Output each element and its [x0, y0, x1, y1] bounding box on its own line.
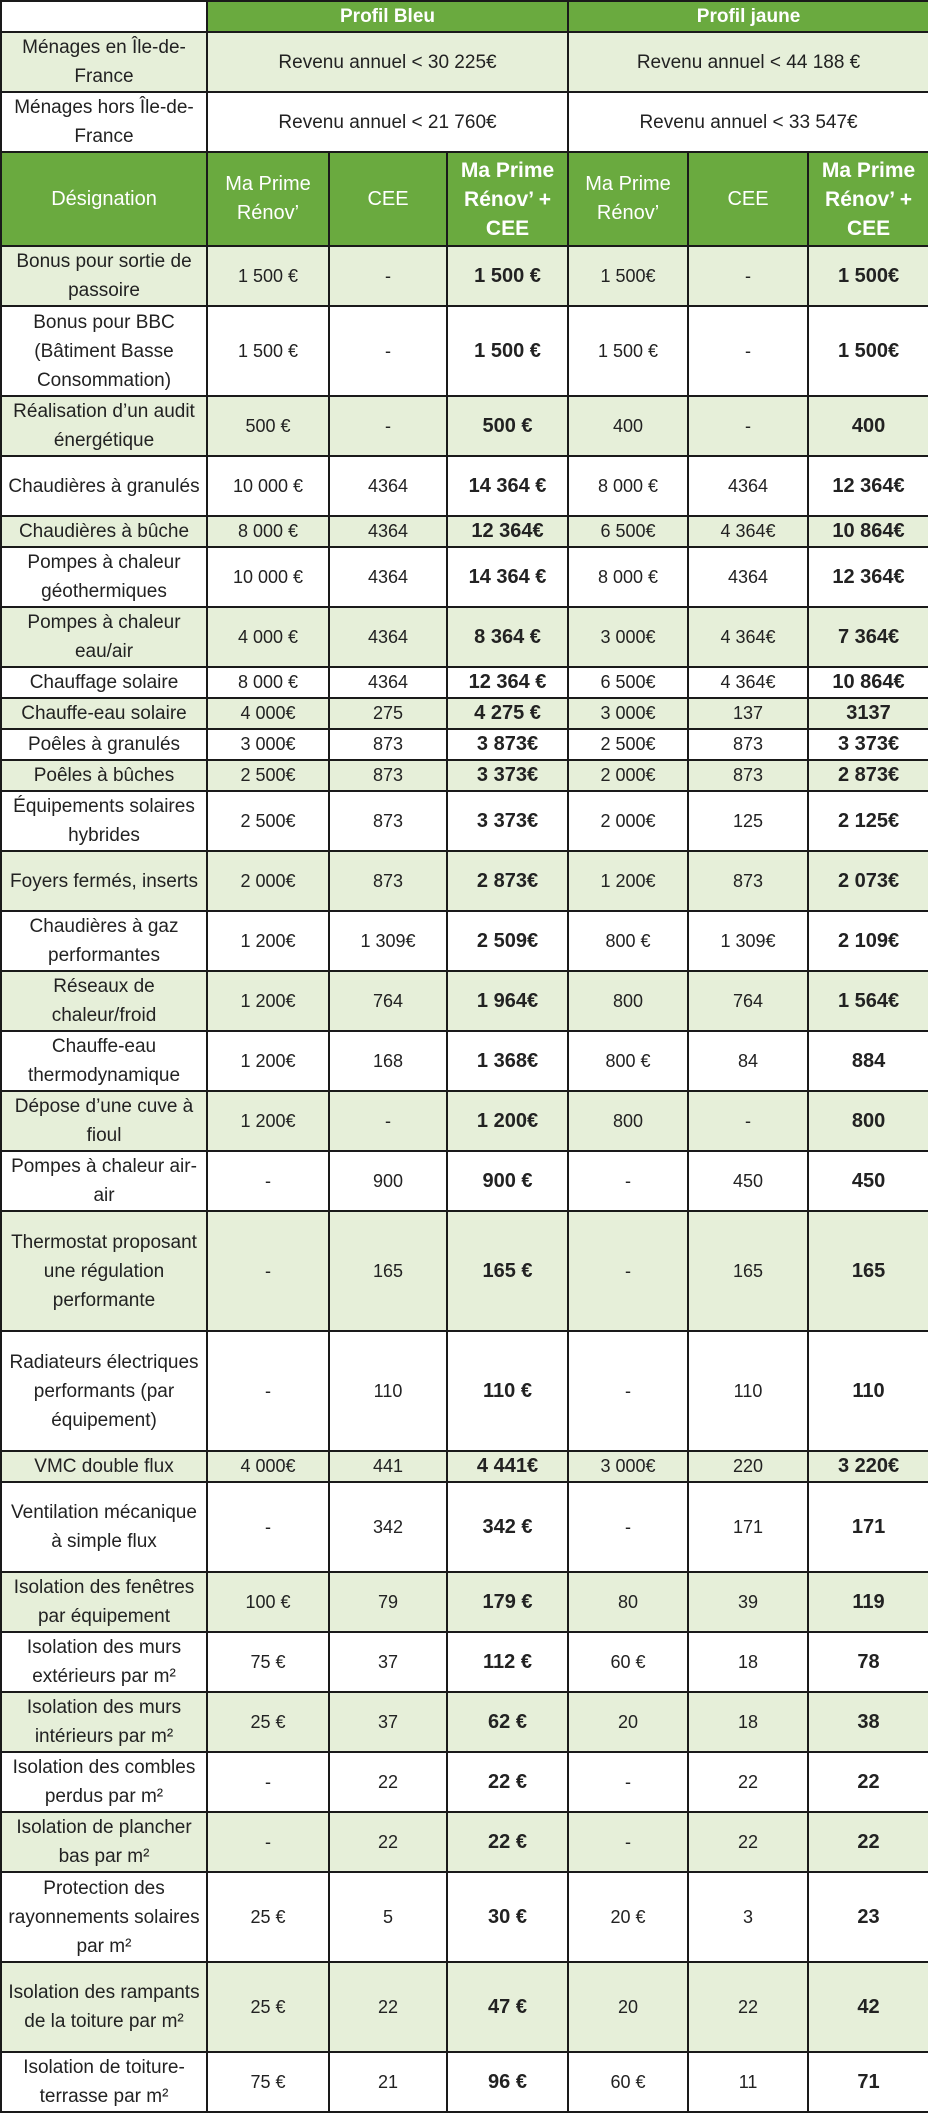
jaune-total-value: 42 [808, 1962, 928, 2052]
table-row [1, 1692, 928, 1752]
table-row [1, 1031, 928, 1091]
column-header-row [1, 152, 928, 246]
bleu-ma-prime-value: - [207, 1151, 329, 1211]
jaune-ma-prime-value: - [568, 1812, 688, 1872]
bleu-cee-value: - [329, 1091, 447, 1151]
corner-cell [1, 1, 207, 32]
row-designation: Foyers fermés, inserts [1, 851, 207, 911]
bleu-ma-prime-value: 2 500€ [207, 791, 329, 851]
jaune-cee-value: 11 [688, 2052, 808, 2112]
row-designation: Chaudières à granulés [1, 456, 207, 516]
bleu-ma-prime-value: 25 € [207, 1692, 329, 1752]
bleu-cee-value: 22 [329, 1962, 447, 2052]
jaune-ma-prime-value: 8 000 € [568, 456, 688, 516]
jaune-total-value: 800 [808, 1091, 928, 1151]
bleu-cee-value: 4364 [329, 607, 447, 667]
bleu-total-value: 3 373€ [447, 791, 568, 851]
jaune-total-value: 12 364€ [808, 456, 928, 516]
jaune-ma-prime-value: 20 [568, 1692, 688, 1752]
row-designation: Isolation des murs extérieurs par m² [1, 1632, 207, 1692]
jaune-cee-value: - [688, 246, 808, 306]
jaune-cee-value: 137 [688, 698, 808, 729]
row-designation: Radiateurs électriques performants (par équipement) [1, 1331, 207, 1451]
table-row [1, 1962, 928, 2052]
jaune-ma-prime-value: 800 [568, 971, 688, 1031]
profile-bleu-header: Profil Bleu [207, 1, 568, 32]
row-designation: Bonus pour sortie de passoire [1, 246, 207, 306]
bleu-cee-header: CEE [329, 152, 447, 246]
jaune-ma-prime-value: - [568, 1752, 688, 1812]
bleu-total-value: 1 368€ [447, 1031, 568, 1091]
bleu-cee-value: 165 [329, 1211, 447, 1331]
income-jaune: Revenu annuel < 44 188 € [568, 32, 928, 92]
bleu-cee-value: 5 [329, 1872, 447, 1962]
bleu-total-value: 900 € [447, 1151, 568, 1211]
table-row [1, 396, 928, 456]
row-designation: Isolation des murs intérieurs par m² [1, 1692, 207, 1752]
jaune-total-value: 10 864€ [808, 516, 928, 547]
row-designation: Chaudières à bûche [1, 516, 207, 547]
jaune-cee-value: 4 364€ [688, 667, 808, 698]
jaune-ma-prime-value: 6 500€ [568, 516, 688, 547]
bleu-cee-value: 275 [329, 698, 447, 729]
jaune-cee-value: 450 [688, 1151, 808, 1211]
jaune-ma-prime-value: 2 500€ [568, 729, 688, 760]
table-row [1, 2052, 928, 2112]
bleu-ma-prime-value: 2 500€ [207, 760, 329, 791]
income-label: Ménages hors Île-de-France [1, 92, 207, 152]
bleu-ma-prime-value: - [207, 1482, 329, 1572]
bleu-total-value: 179 € [447, 1572, 568, 1632]
bleu-cee-value: 873 [329, 851, 447, 911]
table-row [1, 1091, 928, 1151]
table-row [1, 1632, 928, 1692]
bleu-total-value: 112 € [447, 1632, 568, 1692]
bleu-ma-prime-value: 500 € [207, 396, 329, 456]
jaune-total-value: 71 [808, 2052, 928, 2112]
row-designation: Chauffage solaire [1, 667, 207, 698]
jaune-total-value: 12 364€ [808, 547, 928, 607]
table-row [1, 698, 928, 729]
table-row [1, 607, 928, 667]
bleu-total-value: 342 € [447, 1482, 568, 1572]
jaune-cee-value: 18 [688, 1692, 808, 1752]
jaune-ma-prime-value: 3 000€ [568, 607, 688, 667]
row-designation: Pompes à chaleur géothermiques [1, 547, 207, 607]
jaune-cee-value: 220 [688, 1451, 808, 1482]
jaune-cee-value: 84 [688, 1031, 808, 1091]
jaune-cee-value: 22 [688, 1812, 808, 1872]
jaune-total-value: 171 [808, 1482, 928, 1572]
jaune-cee-value: 4 364€ [688, 607, 808, 667]
bleu-total-value: 47 € [447, 1962, 568, 2052]
table-row [1, 306, 928, 396]
jaune-cee-value: - [688, 306, 808, 396]
bleu-total-value: 30 € [447, 1872, 568, 1962]
jaune-cee-value: 18 [688, 1632, 808, 1692]
jaune-total-value: 10 864€ [808, 667, 928, 698]
row-designation: Équipements solaires hybrides [1, 791, 207, 851]
jaune-cee-value: 4364 [688, 547, 808, 607]
row-designation: Protection des rayonnements solaires par m² [1, 1872, 207, 1962]
jaune-cee-value: 3 [688, 1872, 808, 1962]
bleu-ma-prime-value: - [207, 1812, 329, 1872]
jaune-total-header: Ma Prime Rénov’ + CEE [808, 152, 928, 246]
jaune-total-value: 7 364€ [808, 607, 928, 667]
jaune-total-value: 450 [808, 1151, 928, 1211]
bleu-total-value: 96 € [447, 2052, 568, 2112]
row-designation: Réseaux de chaleur/froid [1, 971, 207, 1031]
jaune-total-value: 38 [808, 1692, 928, 1752]
table-row [1, 1451, 928, 1482]
bleu-cee-value: - [329, 246, 447, 306]
bleu-ma-prime-value: - [207, 1331, 329, 1451]
jaune-cee-value: 873 [688, 851, 808, 911]
row-designation: Poêles à granulés [1, 729, 207, 760]
table-row [1, 971, 928, 1031]
jaune-total-value: 3 373€ [808, 729, 928, 760]
jaune-total-value: 22 [808, 1812, 928, 1872]
bleu-cee-value: 22 [329, 1812, 447, 1872]
table-row [1, 911, 928, 971]
jaune-ma-prime-value: 2 000€ [568, 791, 688, 851]
bleu-ma-prime-value: 4 000 € [207, 607, 329, 667]
bleu-total-value: 1 200€ [447, 1091, 568, 1151]
row-designation: Isolation des combles perdus par m² [1, 1752, 207, 1812]
bleu-cee-value: 21 [329, 2052, 447, 2112]
bleu-total-value: 165 € [447, 1211, 568, 1331]
bleu-cee-value: - [329, 306, 447, 396]
jaune-cee-header: CEE [688, 152, 808, 246]
row-designation: Pompes à chaleur air-air [1, 1151, 207, 1211]
bleu-cee-value: 1 309€ [329, 911, 447, 971]
table-row [1, 1151, 928, 1211]
jaune-ma-prime-value: 80 [568, 1572, 688, 1632]
jaune-cee-value: 125 [688, 791, 808, 851]
bleu-ma-prime-value: 1 200€ [207, 911, 329, 971]
jaune-ma-prime-value: 3 000€ [568, 1451, 688, 1482]
jaune-ma-prime-value: - [568, 1482, 688, 1572]
table-row [1, 1482, 928, 1572]
jaune-ma-prime-value: 3 000€ [568, 698, 688, 729]
table-row [1, 456, 928, 516]
jaune-ma-prime-value: 400 [568, 396, 688, 456]
table-row [1, 1572, 928, 1632]
jaune-cee-value: 764 [688, 971, 808, 1031]
bleu-cee-value: 873 [329, 729, 447, 760]
bleu-cee-value: 764 [329, 971, 447, 1031]
row-designation: Bonus pour BBC (Bâtiment Basse Consommation) [1, 306, 207, 396]
table-row [1, 1211, 928, 1331]
jaune-cee-value: 873 [688, 729, 808, 760]
row-designation: Poêles à bûches [1, 760, 207, 791]
jaune-cee-value: - [688, 396, 808, 456]
table-row [1, 851, 928, 911]
jaune-total-value: 2 873€ [808, 760, 928, 791]
jaune-total-value: 2 073€ [808, 851, 928, 911]
jaune-total-value: 3 220€ [808, 1451, 928, 1482]
bleu-cee-value: 441 [329, 1451, 447, 1482]
profile-jaune-header: Profil jaune [568, 1, 928, 32]
jaune-cee-value: 4364 [688, 456, 808, 516]
bleu-cee-value: 37 [329, 1632, 447, 1692]
jaune-ma-prime-header: Ma Prime Rénov’ [568, 152, 688, 246]
bleu-ma-prime-value: - [207, 1211, 329, 1331]
jaune-ma-prime-value: 800 € [568, 1031, 688, 1091]
bleu-total-value: 3 373€ [447, 760, 568, 791]
row-designation: Chaudières à gaz performantes [1, 911, 207, 971]
table-row [1, 516, 928, 547]
jaune-ma-prime-value: 800 [568, 1091, 688, 1151]
bleu-cee-value: 4364 [329, 547, 447, 607]
bleu-cee-value: 37 [329, 1692, 447, 1752]
income-jaune: Revenu annuel < 33 547€ [568, 92, 928, 152]
bleu-cee-value: 79 [329, 1572, 447, 1632]
jaune-ma-prime-value: - [568, 1211, 688, 1331]
bleu-ma-prime-value: 1 500 € [207, 306, 329, 396]
jaune-cee-value: 165 [688, 1211, 808, 1331]
jaune-cee-value: 4 364€ [688, 516, 808, 547]
bleu-ma-prime-value: 10 000 € [207, 547, 329, 607]
bleu-cee-value: 873 [329, 791, 447, 851]
bleu-total-value: 110 € [447, 1331, 568, 1451]
jaune-total-value: 1 500€ [808, 306, 928, 396]
bleu-cee-value: - [329, 396, 447, 456]
bleu-cee-value: 22 [329, 1752, 447, 1812]
table-row [1, 547, 928, 607]
row-designation: VMC double flux [1, 1451, 207, 1482]
jaune-ma-prime-value: 6 500€ [568, 667, 688, 698]
income-bleu: Revenu annuel < 30 225€ [207, 32, 568, 92]
table-row [1, 667, 928, 698]
jaune-total-value: 3137 [808, 698, 928, 729]
bleu-ma-prime-value: 1 200€ [207, 971, 329, 1031]
bleu-cee-value: 900 [329, 1151, 447, 1211]
jaune-cee-value: 171 [688, 1482, 808, 1572]
table-row [1, 1331, 928, 1451]
table-row [1, 760, 928, 791]
bleu-total-value: 1 500 € [447, 246, 568, 306]
jaune-cee-value: - [688, 1091, 808, 1151]
jaune-ma-prime-value: 8 000 € [568, 547, 688, 607]
bleu-total-header: Ma Prime Rénov’ + CEE [447, 152, 568, 246]
bleu-cee-value: 342 [329, 1482, 447, 1572]
jaune-ma-prime-value: - [568, 1331, 688, 1451]
jaune-total-value: 165 [808, 1211, 928, 1331]
bleu-total-value: 3 873€ [447, 729, 568, 760]
row-designation: Isolation de toiture-terrasse par m² [1, 2052, 207, 2112]
bleu-total-value: 12 364 € [447, 667, 568, 698]
income-row-hors-idf [1, 92, 928, 152]
bleu-total-value: 8 364 € [447, 607, 568, 667]
bleu-cee-value: 110 [329, 1331, 447, 1451]
row-designation: Isolation des fenêtres par équipement [1, 1572, 207, 1632]
jaune-cee-value: 22 [688, 1962, 808, 2052]
row-designation: Réalisation d’un audit énergétique [1, 396, 207, 456]
bleu-ma-prime-value: 3 000€ [207, 729, 329, 760]
bleu-total-value: 22 € [447, 1752, 568, 1812]
bleu-total-value: 12 364€ [447, 516, 568, 547]
jaune-total-value: 1 500€ [808, 246, 928, 306]
income-label: Ménages en Île-de-France [1, 32, 207, 92]
bleu-ma-prime-value: 75 € [207, 2052, 329, 2112]
row-designation: Dépose d’une cuve à fioul [1, 1091, 207, 1151]
bleu-ma-prime-value: 4 000€ [207, 698, 329, 729]
row-designation: Ventilation mécanique à simple flux [1, 1482, 207, 1572]
bleu-total-value: 2 509€ [447, 911, 568, 971]
jaune-total-value: 1 564€ [808, 971, 928, 1031]
bleu-cee-value: 4364 [329, 456, 447, 516]
bleu-ma-prime-value: 8 000 € [207, 516, 329, 547]
jaune-ma-prime-value: 2 000€ [568, 760, 688, 791]
row-designation: Isolation des rampants de la toiture par m² [1, 1962, 207, 2052]
bleu-total-value: 4 275 € [447, 698, 568, 729]
bleu-ma-prime-value: 1 200€ [207, 1091, 329, 1151]
jaune-ma-prime-value: 1 500 € [568, 306, 688, 396]
bleu-ma-prime-value: 1 500 € [207, 246, 329, 306]
bleu-total-value: 500 € [447, 396, 568, 456]
table-row [1, 246, 928, 306]
jaune-total-value: 78 [808, 1632, 928, 1692]
jaune-ma-prime-value: 60 € [568, 1632, 688, 1692]
bleu-total-value: 2 873€ [447, 851, 568, 911]
bleu-ma-prime-header: Ma Prime Rénov’ [207, 152, 329, 246]
jaune-cee-value: 1 309€ [688, 911, 808, 971]
jaune-total-value: 23 [808, 1872, 928, 1962]
jaune-total-value: 2 125€ [808, 791, 928, 851]
bleu-total-value: 14 364 € [447, 456, 568, 516]
bleu-ma-prime-value: 10 000 € [207, 456, 329, 516]
jaune-ma-prime-value: 800 € [568, 911, 688, 971]
jaune-ma-prime-value: - [568, 1151, 688, 1211]
bleu-cee-value: 4364 [329, 516, 447, 547]
jaune-total-value: 22 [808, 1752, 928, 1812]
jaune-ma-prime-value: 60 € [568, 2052, 688, 2112]
row-designation: Thermostat proposant une régulation performante [1, 1211, 207, 1331]
row-designation: Pompes à chaleur eau/air [1, 607, 207, 667]
jaune-total-value: 119 [808, 1572, 928, 1632]
bleu-cee-value: 873 [329, 760, 447, 791]
bleu-cee-value: 168 [329, 1031, 447, 1091]
bleu-ma-prime-value: - [207, 1752, 329, 1812]
profile-header-row [1, 1, 928, 32]
jaune-cee-value: 110 [688, 1331, 808, 1451]
jaune-cee-value: 39 [688, 1572, 808, 1632]
designation-header: Désignation [1, 152, 207, 246]
bleu-cee-value: 4364 [329, 667, 447, 698]
bleu-total-value: 1 964€ [447, 971, 568, 1031]
bleu-ma-prime-value: 25 € [207, 1872, 329, 1962]
bleu-total-value: 1 500 € [447, 306, 568, 396]
table-row [1, 1812, 928, 1872]
bleu-ma-prime-value: 8 000 € [207, 667, 329, 698]
jaune-total-value: 884 [808, 1031, 928, 1091]
bleu-ma-prime-value: 25 € [207, 1962, 329, 2052]
bleu-total-value: 22 € [447, 1812, 568, 1872]
jaune-ma-prime-value: 1 200€ [568, 851, 688, 911]
income-row-idf [1, 32, 928, 92]
row-designation: Isolation de plancher bas par m² [1, 1812, 207, 1872]
bleu-total-value: 62 € [447, 1692, 568, 1752]
table-row [1, 729, 928, 760]
row-designation: Chauffe-eau solaire [1, 698, 207, 729]
table-row [1, 1752, 928, 1812]
income-bleu: Revenu annuel < 21 760€ [207, 92, 568, 152]
row-designation: Chauffe-eau thermodynamique [1, 1031, 207, 1091]
jaune-cee-value: 22 [688, 1752, 808, 1812]
jaune-total-value: 110 [808, 1331, 928, 1451]
bleu-total-value: 14 364 € [447, 547, 568, 607]
jaune-total-value: 400 [808, 396, 928, 456]
bleu-ma-prime-value: 4 000€ [207, 1451, 329, 1482]
jaune-ma-prime-value: 20 € [568, 1872, 688, 1962]
bleu-ma-prime-value: 1 200€ [207, 1031, 329, 1091]
table-row [1, 1872, 928, 1962]
bleu-ma-prime-value: 2 000€ [207, 851, 329, 911]
bleu-total-value: 4 441€ [447, 1451, 568, 1482]
table-row [1, 791, 928, 851]
bleu-ma-prime-value: 100 € [207, 1572, 329, 1632]
jaune-ma-prime-value: 1 500€ [568, 246, 688, 306]
jaune-cee-value: 873 [688, 760, 808, 791]
jaune-ma-prime-value: 20 [568, 1962, 688, 2052]
bleu-ma-prime-value: 75 € [207, 1632, 329, 1692]
jaune-total-value: 2 109€ [808, 911, 928, 971]
